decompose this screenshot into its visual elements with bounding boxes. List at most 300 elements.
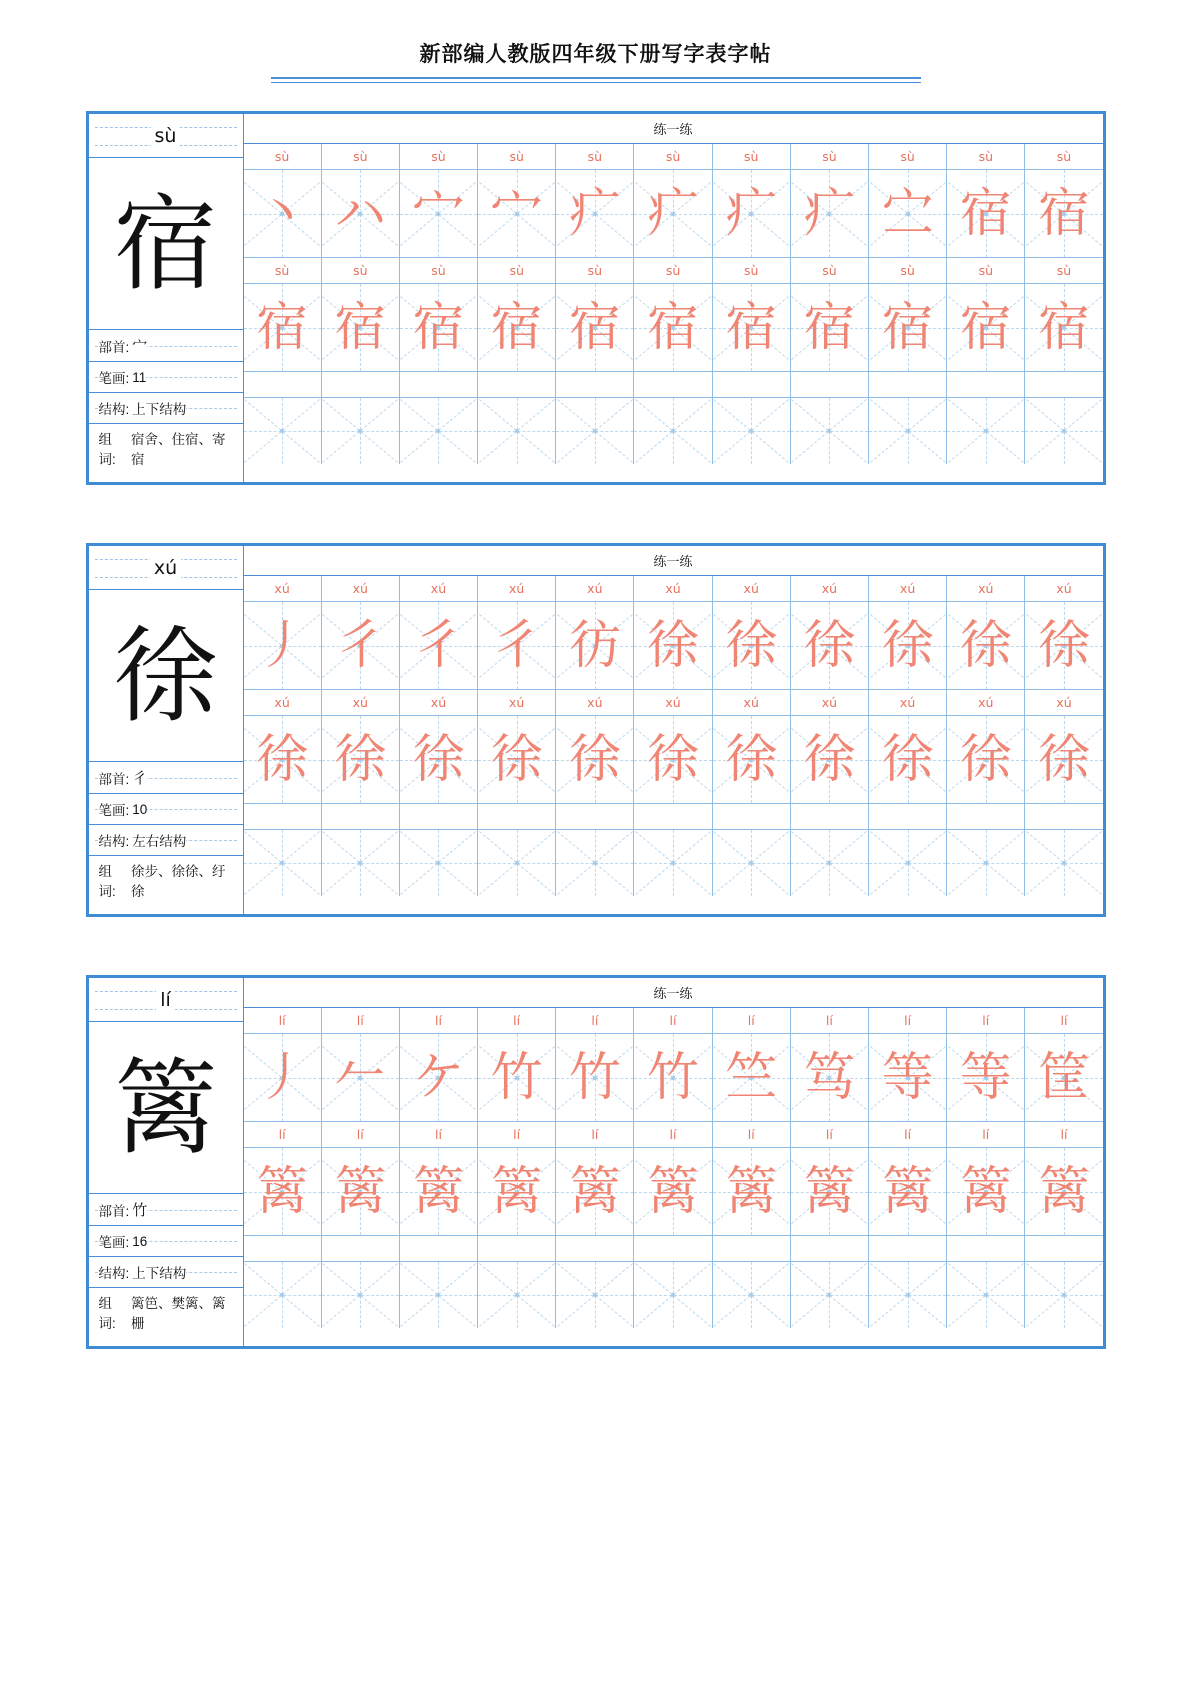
full-character-cell xyxy=(244,716,322,803)
pinyin-cell: lí xyxy=(400,1008,478,1033)
pinyin-cell: xú xyxy=(556,576,634,601)
full-character-cell xyxy=(634,1148,712,1235)
guide-center-dot xyxy=(1062,429,1066,433)
blank-pinyin-cell xyxy=(869,804,947,829)
main-pinyin: xú xyxy=(150,557,181,579)
radical-value: 彳 xyxy=(129,767,147,788)
pinyin-cell: xú xyxy=(713,690,791,715)
character-info xyxy=(89,546,244,914)
practice-glyph: 宿 xyxy=(334,297,387,358)
words-row xyxy=(89,1288,243,1346)
radical-row xyxy=(89,1194,243,1226)
structure-label: 结构: xyxy=(99,1262,130,1282)
full-character-cell xyxy=(244,1148,322,1235)
stroke-order-cell xyxy=(556,170,634,257)
pinyin-cell: lí xyxy=(869,1122,947,1147)
pinyin-cell: lí xyxy=(244,1008,322,1033)
pinyin-cell: lí xyxy=(791,1008,869,1033)
stroke-order-cell xyxy=(791,170,869,257)
pinyin-cell: sù xyxy=(713,258,791,283)
pinyin-cell: sù xyxy=(634,258,712,283)
stroke-order-cell xyxy=(634,1034,712,1121)
stroke-order-cell xyxy=(1025,1034,1102,1121)
pinyin-cell: xú xyxy=(244,690,322,715)
guide-center-dot xyxy=(671,1293,675,1297)
practice-glyph: 等 xyxy=(959,1047,1012,1108)
pinyin-cell: xú xyxy=(478,690,556,715)
practice-glyph: 篱 xyxy=(725,1161,778,1222)
main-character: 宿 xyxy=(113,182,218,305)
guide-center-dot xyxy=(515,861,519,865)
practice-glyph: 等 xyxy=(881,1047,934,1108)
radical-label: 部首: xyxy=(99,768,130,788)
full-character-cell xyxy=(400,1148,478,1235)
stroke-order-cell xyxy=(478,170,556,257)
blank-practice-cell xyxy=(869,398,947,464)
words-row xyxy=(89,424,243,482)
stroke-order-cell xyxy=(1025,170,1102,257)
strokes-value: 16 xyxy=(129,1234,147,1249)
blank-pinyin-cell xyxy=(869,1236,947,1261)
radical-label: 部首: xyxy=(99,1200,130,1220)
blank-practice-cell xyxy=(556,1262,634,1328)
pinyin-guide-row xyxy=(244,258,1103,284)
practice-glyph: 徐 xyxy=(412,729,465,790)
full-character-cell xyxy=(791,716,869,803)
pinyin-cell: sù xyxy=(791,258,869,283)
structure-value: 上下结构 xyxy=(129,1262,186,1282)
pinyin-cell: sù xyxy=(869,258,947,283)
blank-pinyin-cell xyxy=(478,372,556,397)
full-character-cell xyxy=(791,1148,869,1235)
guide-center-dot xyxy=(984,1293,988,1297)
practice-glyph: 宿 xyxy=(803,297,856,358)
words-label: 组词: xyxy=(99,430,128,471)
practice-glyph: 篱 xyxy=(647,1161,700,1222)
pinyin-cell: xú xyxy=(556,690,634,715)
strokes-row xyxy=(89,1226,243,1257)
pinyin-cell: lí xyxy=(244,1122,322,1147)
main-pinyin: sù xyxy=(151,125,181,147)
pinyin-cell: sù xyxy=(322,258,400,283)
stroke-order-cell xyxy=(869,602,947,689)
blank-pinyin-cell xyxy=(556,372,634,397)
blank-pinyin-cell xyxy=(634,372,712,397)
blank-pinyin-cell xyxy=(713,1236,791,1261)
blank-practice-cell xyxy=(1025,830,1102,896)
stroke-order-cell xyxy=(478,1034,556,1121)
pinyin-guide-row xyxy=(244,1008,1103,1034)
practice-glyph: ハ xyxy=(334,183,387,244)
practice-glyph: 徐 xyxy=(881,729,934,790)
blank-pinyin-cell xyxy=(244,1236,322,1261)
full-character-cell xyxy=(400,284,478,371)
blank-practice-cell xyxy=(322,830,400,896)
stroke-order-row xyxy=(244,602,1103,690)
strokes-label: 笔画: xyxy=(99,799,130,819)
practice-glyph: 徐 xyxy=(256,729,309,790)
pinyin-cell: xú xyxy=(869,690,947,715)
blank-pinyin-cell xyxy=(478,804,556,829)
stroke-order-cell xyxy=(713,1034,791,1121)
blank-practice-cell xyxy=(556,830,634,896)
stroke-order-cell xyxy=(791,602,869,689)
blank-practice-cell xyxy=(244,398,322,464)
blank-pinyin-cell xyxy=(322,1236,400,1261)
guide-center-dot xyxy=(436,1293,440,1297)
blank-pinyin-cell xyxy=(713,372,791,397)
blank-practice-cell xyxy=(400,1262,478,1328)
practice-title: 练一练 xyxy=(244,978,1103,1008)
full-character-cell xyxy=(634,716,712,803)
pinyin-cell: sù xyxy=(478,144,556,169)
practice-glyph: 彳 xyxy=(490,615,543,676)
blank-pinyin-cell xyxy=(791,1236,869,1261)
practice-glyph: 𠂉 xyxy=(334,1047,387,1108)
guide-center-dot xyxy=(671,429,675,433)
page-header xyxy=(0,0,1191,83)
pinyin-guide-row xyxy=(244,690,1103,716)
character-card xyxy=(86,543,1106,917)
blank-pinyin-cell xyxy=(556,1236,634,1261)
guide-center-dot xyxy=(671,861,675,865)
blank-pinyin-cell xyxy=(244,372,322,397)
guide-center-dot xyxy=(984,861,988,865)
blank-practice-row xyxy=(244,1262,1103,1328)
pinyin-cell: sù xyxy=(478,258,556,283)
pinyin-cell: xú xyxy=(1056,581,1072,596)
guide-center-dot xyxy=(749,429,753,433)
full-character-cell xyxy=(478,716,556,803)
guide-center-dot xyxy=(749,861,753,865)
guide-center-dot xyxy=(906,429,910,433)
radical-value: 竹 xyxy=(129,1199,147,1220)
practice-glyph: 篱 xyxy=(1037,1161,1090,1222)
full-character-cell xyxy=(713,1148,791,1235)
full-character-cell xyxy=(400,716,478,803)
practice-glyph: 竹 xyxy=(490,1047,543,1108)
stroke-order-cell xyxy=(244,1034,322,1121)
pinyin-cell: xú xyxy=(713,576,791,601)
pinyin-cell: xú xyxy=(322,690,400,715)
practice-glyph: 徐 xyxy=(881,615,934,676)
blank-practice-cell xyxy=(947,1262,1025,1328)
blank-pinyin-cell xyxy=(478,1236,556,1261)
guide-center-dot xyxy=(358,861,362,865)
blank-pinyin-cell xyxy=(244,804,322,829)
stroke-order-cell xyxy=(791,1034,869,1121)
pinyin-guide-row xyxy=(244,1122,1103,1148)
practice-glyph: 宿 xyxy=(1037,183,1090,244)
strokes-value: 11 xyxy=(129,370,146,385)
practice-glyph: 徐 xyxy=(490,729,543,790)
blank-practice-cell xyxy=(791,830,869,896)
strokes-label: 笔画: xyxy=(99,367,130,387)
pinyin-cell: xú xyxy=(322,576,400,601)
practice-glyph: 宿 xyxy=(568,297,621,358)
pinyin-cell: sù xyxy=(556,258,634,283)
full-character-cell xyxy=(1025,284,1102,371)
blank-practice-cell xyxy=(478,1262,556,1328)
full-character-cell xyxy=(713,716,791,803)
blank-practice-cell xyxy=(947,830,1025,896)
guide-center-dot xyxy=(593,429,597,433)
structure-value: 上下结构 xyxy=(129,398,186,418)
guide-center-dot xyxy=(280,1293,284,1297)
pinyin-cell: sù xyxy=(1056,149,1072,164)
radical-value: 宀 xyxy=(129,335,147,356)
practice-glyph: 疒 xyxy=(647,183,700,244)
practice-glyph: 筐 xyxy=(1037,1047,1090,1108)
practice-glyph: 徐 xyxy=(1037,729,1090,790)
blank-practice-cell xyxy=(634,398,712,464)
guide-center-dot xyxy=(906,861,910,865)
words-label: 组词: xyxy=(99,1294,128,1335)
full-character-cell xyxy=(556,284,634,371)
character-card xyxy=(86,111,1106,485)
guide-center-dot xyxy=(1062,1293,1066,1297)
guide-center-dot xyxy=(358,1293,362,1297)
guide-center-dot xyxy=(436,861,440,865)
blank-practice-cell xyxy=(1025,398,1102,464)
practice-glyph: 宿 xyxy=(725,297,778,358)
main-pinyin: lí xyxy=(156,989,175,1011)
stroke-order-cell xyxy=(713,602,791,689)
character-card xyxy=(86,975,1106,1349)
full-character-cell xyxy=(869,716,947,803)
pinyin-cell: sù xyxy=(400,258,478,283)
full-character-cell xyxy=(791,284,869,371)
blank-practice-cell xyxy=(947,398,1025,464)
blank-practice-cell xyxy=(478,830,556,896)
pinyin-cell: lí xyxy=(478,1122,556,1147)
pinyin-cell: sù xyxy=(322,144,400,169)
main-character-box xyxy=(89,158,243,330)
pinyin-cell: xú xyxy=(478,576,556,601)
stroke-order-cell xyxy=(322,1034,400,1121)
stroke-order-cell xyxy=(947,1034,1025,1121)
guide-center-dot xyxy=(593,861,597,865)
pinyin-cell: sù xyxy=(244,258,322,283)
full-character-row xyxy=(244,284,1103,372)
blank-pinyin-cell xyxy=(556,804,634,829)
practice-glyph: 彳 xyxy=(412,615,465,676)
practice-glyph: 宿 xyxy=(1037,297,1090,358)
practice-glyph: 篱 xyxy=(334,1161,387,1222)
practice-area xyxy=(244,978,1103,1346)
practice-glyph: 徐 xyxy=(959,615,1012,676)
structure-row xyxy=(89,393,243,424)
practice-glyph: 徐 xyxy=(803,615,856,676)
practice-glyph: 疒 xyxy=(725,183,778,244)
practice-glyph: 篱 xyxy=(490,1161,543,1222)
blank-practice-cell xyxy=(634,1262,712,1328)
full-character-row xyxy=(244,1148,1103,1236)
pinyin-cell: sù xyxy=(1056,263,1072,278)
pinyin-cell: lí xyxy=(947,1008,1025,1033)
blank-pinyin-cell xyxy=(1025,372,1102,397)
structure-row xyxy=(89,1257,243,1288)
practice-glyph: 宿 xyxy=(490,297,543,358)
structure-value: 左右结构 xyxy=(129,830,186,850)
practice-glyph: 徐 xyxy=(803,729,856,790)
stroke-order-cell xyxy=(478,602,556,689)
stroke-order-cell xyxy=(556,602,634,689)
full-character-cell xyxy=(478,284,556,371)
character-info xyxy=(89,978,244,1346)
practice-glyph: 宿 xyxy=(959,183,1012,244)
pinyin-cell: sù xyxy=(791,144,869,169)
words-value: 徐步、徐徐、纡徐 xyxy=(128,862,235,903)
practice-glyph: 徐 xyxy=(1037,615,1090,676)
blank-practice-cell xyxy=(634,830,712,896)
blank-practice-cell xyxy=(869,830,947,896)
blank-pinyin-cell xyxy=(634,1236,712,1261)
guide-center-dot xyxy=(1062,861,1066,865)
stroke-order-row xyxy=(244,170,1103,258)
practice-glyph: 宀 xyxy=(490,183,543,244)
character-info xyxy=(89,114,244,482)
pinyin-cell: xú xyxy=(869,576,947,601)
practice-glyph: 彷 xyxy=(568,615,621,676)
blank-pinyin-cell xyxy=(791,804,869,829)
pinyin-cell: lí xyxy=(556,1122,634,1147)
pinyin-cell: sù xyxy=(400,144,478,169)
blank-pinyin-cell xyxy=(634,804,712,829)
pinyin-cell: lí xyxy=(634,1122,712,1147)
practice-glyph: 徐 xyxy=(647,729,700,790)
practice-glyph: 篱 xyxy=(568,1161,621,1222)
guide-center-dot xyxy=(984,429,988,433)
strokes-row xyxy=(89,794,243,825)
blank-pinyin-cell xyxy=(400,372,478,397)
practice-glyph: 徐 xyxy=(568,729,621,790)
guide-center-dot xyxy=(906,1293,910,1297)
full-character-cell xyxy=(947,716,1025,803)
stroke-order-cell xyxy=(400,602,478,689)
blank-practice-cell xyxy=(478,398,556,464)
main-character: 篱 xyxy=(113,1046,218,1169)
blank-pinyin-cell xyxy=(791,372,869,397)
blank-practice-cell xyxy=(713,398,791,464)
blank-pinyin-cell xyxy=(400,1236,478,1261)
full-character-cell xyxy=(947,1148,1025,1235)
pinyin-cell: xú xyxy=(634,690,712,715)
practice-glyph: 宿 xyxy=(412,297,465,358)
header-divider-thick xyxy=(271,77,921,79)
stroke-order-cell xyxy=(713,170,791,257)
full-character-cell xyxy=(869,1148,947,1235)
guide-center-dot xyxy=(827,429,831,433)
stroke-order-cell xyxy=(322,170,400,257)
pinyin-cell: lí xyxy=(947,1122,1025,1147)
practice-glyph: 宿 xyxy=(881,297,934,358)
guide-center-dot xyxy=(280,429,284,433)
pinyin-cell: xú xyxy=(400,690,478,715)
blank-pinyin-cell xyxy=(322,804,400,829)
practice-glyph: 篱 xyxy=(959,1161,1012,1222)
full-character-cell xyxy=(556,1148,634,1235)
practice-glyph: 彳 xyxy=(334,615,387,676)
guide-center-dot xyxy=(515,1293,519,1297)
full-character-cell xyxy=(713,284,791,371)
blank-practice-cell xyxy=(244,830,322,896)
pinyin-guide-row xyxy=(244,576,1103,602)
pinyin-cell: xú xyxy=(634,576,712,601)
practice-glyph: 宿 xyxy=(256,297,309,358)
guide-center-dot xyxy=(827,861,831,865)
blank-pinyin-row xyxy=(244,1236,1103,1262)
radical-label: 部首: xyxy=(99,336,130,356)
full-character-cell xyxy=(322,1148,400,1235)
words-value: 篱笆、樊篱、篱栅 xyxy=(128,1294,235,1335)
practice-glyph: 徐 xyxy=(647,615,700,676)
full-character-cell xyxy=(1025,1148,1102,1235)
pinyin-cell: sù xyxy=(947,258,1025,283)
strokes-label: 笔画: xyxy=(99,1231,130,1251)
practice-glyph: 宀 xyxy=(412,183,465,244)
pinyin-cell: xú xyxy=(1056,695,1072,710)
practice-glyph: 篱 xyxy=(256,1161,309,1222)
guide-center-dot xyxy=(593,1293,597,1297)
blank-pinyin-cell xyxy=(1025,804,1102,829)
blank-pinyin-cell xyxy=(713,804,791,829)
blank-practice-cell xyxy=(322,1262,400,1328)
guide-center-dot xyxy=(749,1293,753,1297)
pinyin-cell: lí xyxy=(1060,1013,1068,1028)
pinyin-cell: xú xyxy=(244,576,322,601)
stroke-order-cell xyxy=(400,170,478,257)
practice-title: 练一练 xyxy=(244,546,1103,576)
pinyin-cell: xú xyxy=(400,576,478,601)
full-character-cell xyxy=(947,284,1025,371)
blank-practice-cell xyxy=(869,1262,947,1328)
full-character-cell xyxy=(634,284,712,371)
full-character-cell xyxy=(869,284,947,371)
pinyin-cell: xú xyxy=(947,690,1025,715)
stroke-order-cell xyxy=(244,602,322,689)
practice-glyph: 丿 xyxy=(256,1047,309,1108)
practice-area xyxy=(244,546,1103,914)
main-pinyin-box xyxy=(89,114,243,158)
practice-glyph: 㝉 xyxy=(881,183,934,244)
practice-glyph: 竹 xyxy=(568,1047,621,1108)
blank-pinyin-cell xyxy=(400,804,478,829)
blank-practice-cell xyxy=(791,1262,869,1328)
practice-glyph: 篱 xyxy=(803,1161,856,1222)
full-character-row xyxy=(244,716,1103,804)
guide-center-dot xyxy=(827,1293,831,1297)
practice-area xyxy=(244,114,1103,482)
pinyin-cell: sù xyxy=(634,144,712,169)
pinyin-cell: lí xyxy=(713,1008,791,1033)
blank-pinyin-cell xyxy=(1025,1236,1102,1261)
blank-pinyin-row xyxy=(244,372,1103,398)
character-cards xyxy=(86,83,1106,1349)
blank-practice-cell xyxy=(713,830,791,896)
practice-glyph: 徐 xyxy=(725,615,778,676)
pinyin-cell: xú xyxy=(791,576,869,601)
blank-pinyin-cell xyxy=(947,804,1025,829)
strokes-value: 10 xyxy=(129,802,147,817)
pinyin-cell: lí xyxy=(322,1122,400,1147)
practice-glyph: 徐 xyxy=(959,729,1012,790)
practice-glyph: 徐 xyxy=(334,729,387,790)
main-character-box xyxy=(89,1022,243,1194)
words-label: 组词: xyxy=(99,862,128,903)
page-title: 新部编人教版四年级下册写字表字帖 xyxy=(419,41,772,66)
full-character-cell xyxy=(244,284,322,371)
